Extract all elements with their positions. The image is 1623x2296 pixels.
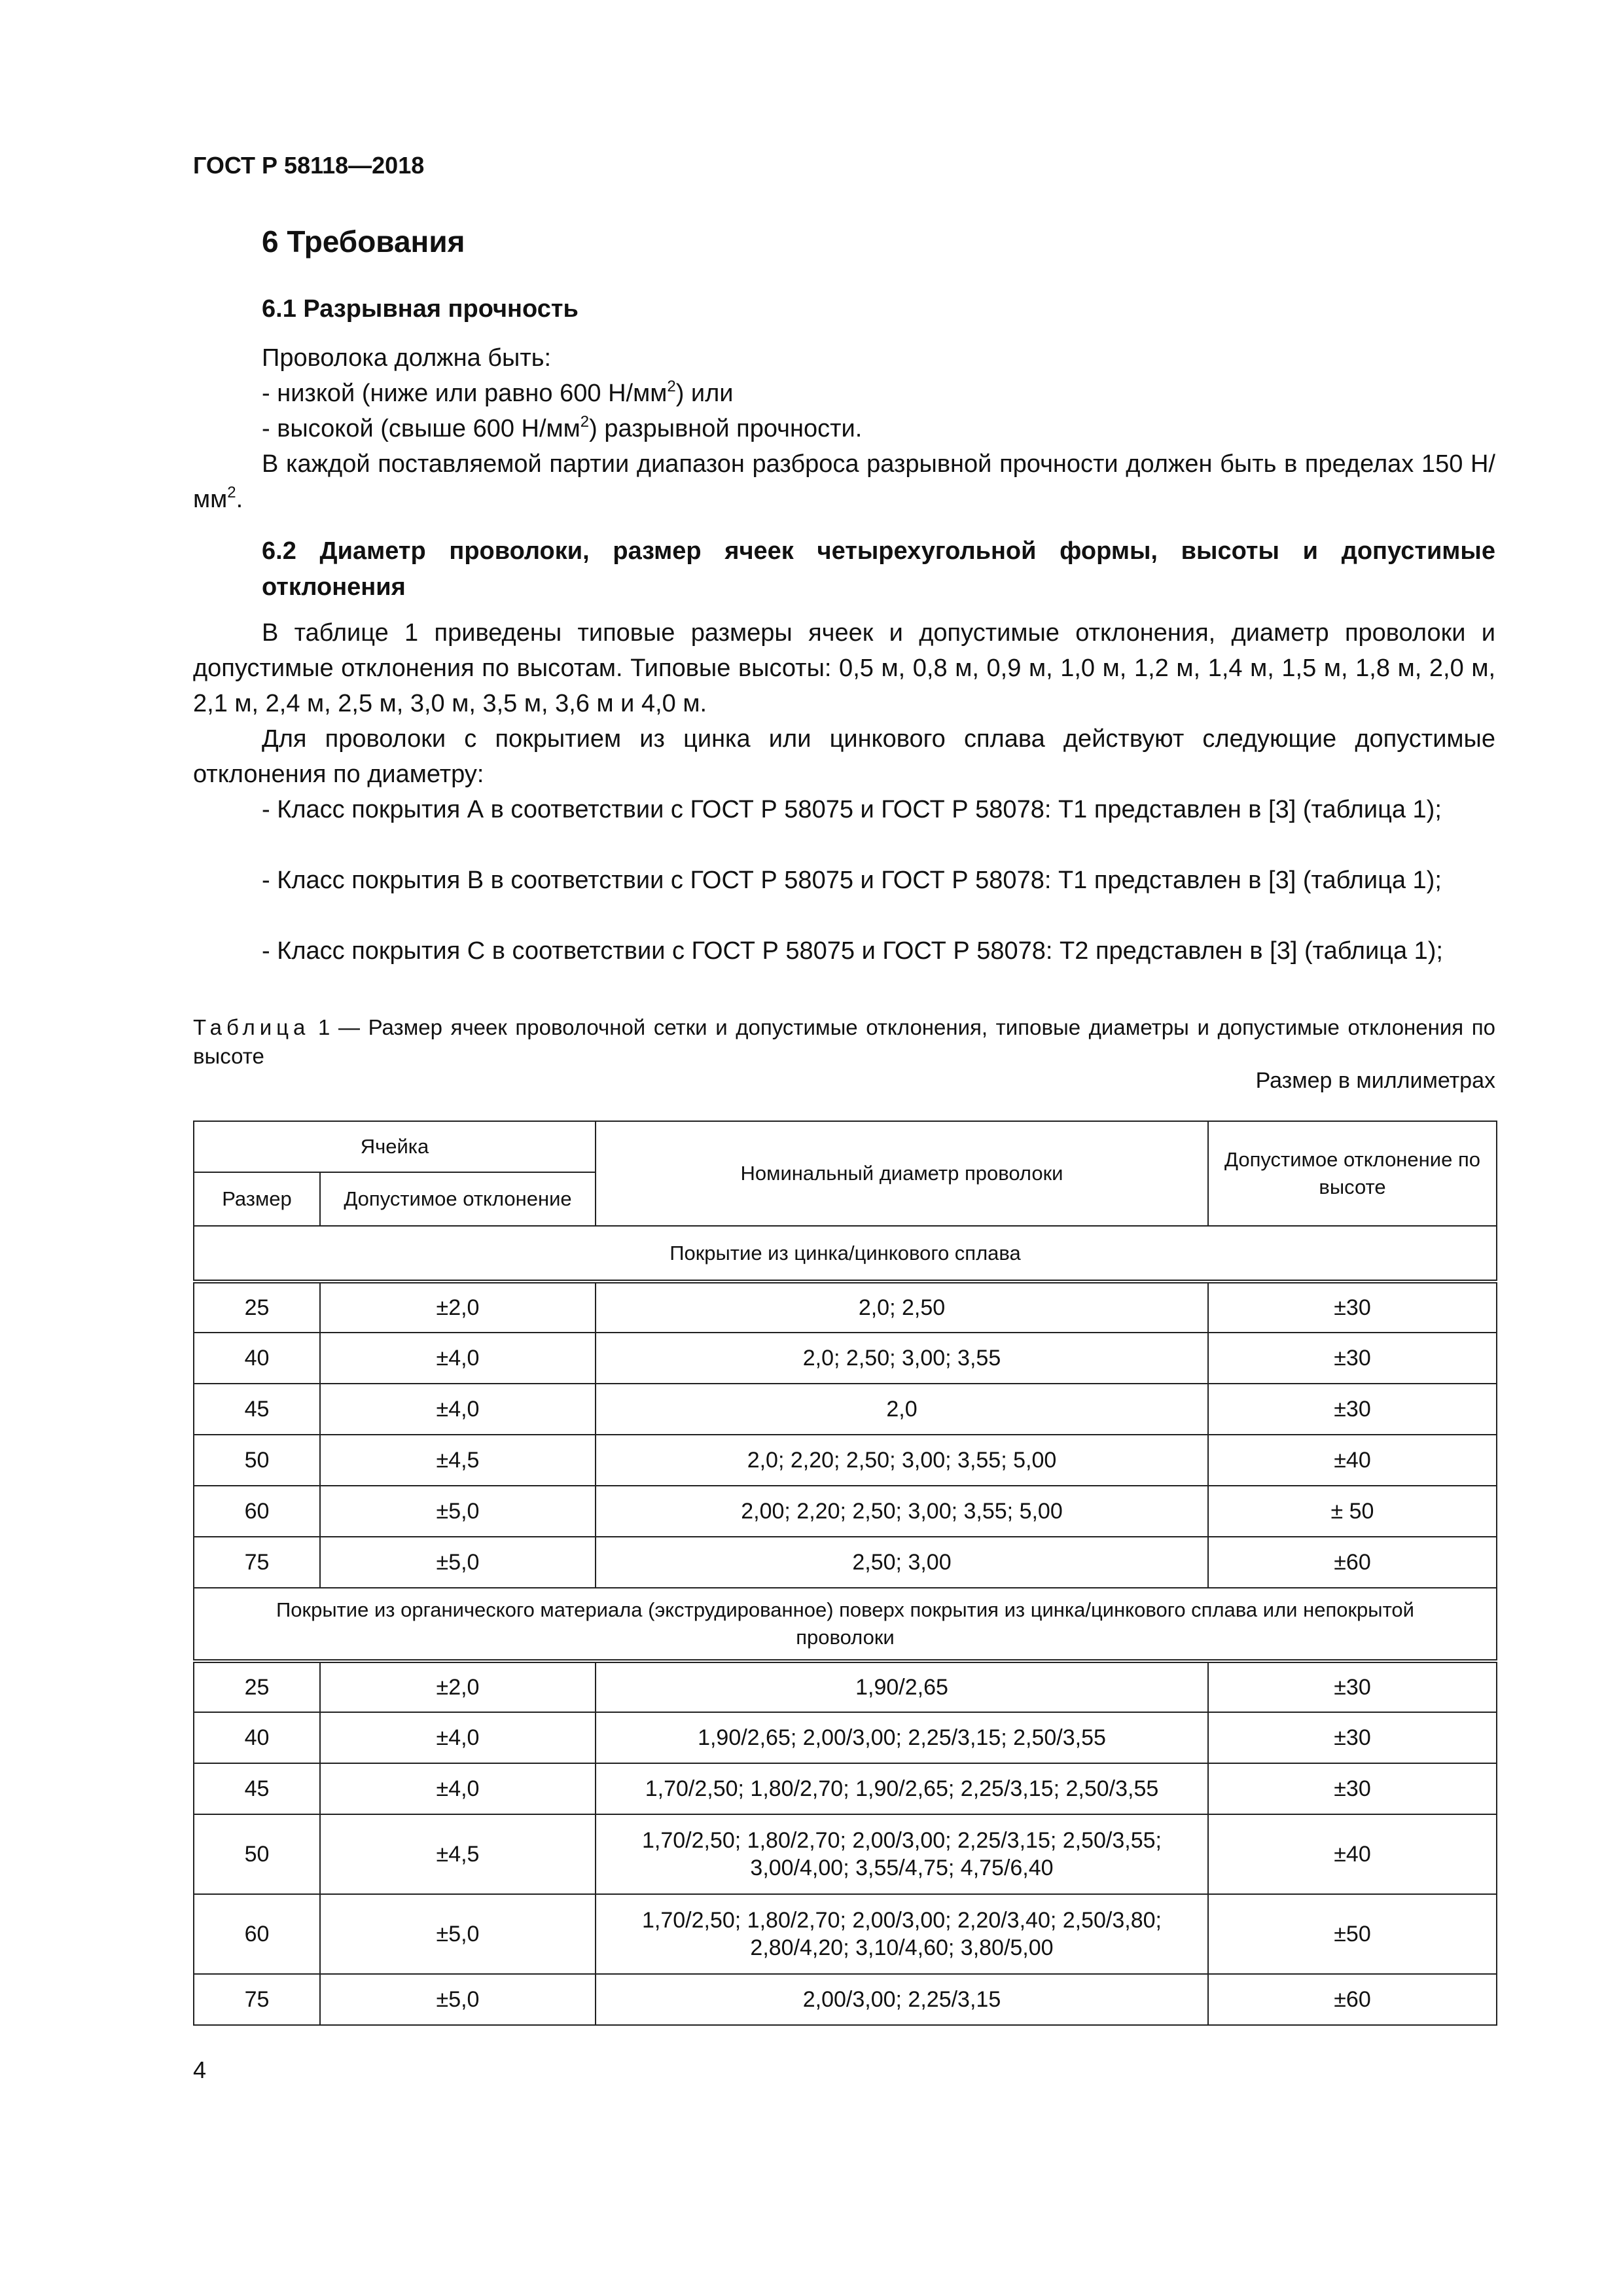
table-row bbox=[194, 1763, 1497, 1814]
cell-diameter: 2,0; 2,50 bbox=[596, 1282, 1208, 1333]
coating-class-b: - Класс покрытия В в соответствии с ГОСТ Р 58075 и ГОСТ Р 58078: Т1 представлен в [3] (таблица 1); bbox=[262, 867, 1442, 894]
coating-class-c: - Класс покрытия С в соответствии с ГОСТ Р 58075 и ГОСТ Р 58078: Т2 представлен в [3] (таблица 1); bbox=[262, 937, 1443, 965]
cell-height-tolerance: ±30 bbox=[1208, 1661, 1497, 1712]
cell-size: 25 bbox=[194, 1282, 320, 1333]
cell-tolerance: ±4,0 bbox=[320, 1763, 596, 1814]
cell-size: 45 bbox=[194, 1384, 320, 1435]
header-size: Размер bbox=[194, 1172, 320, 1226]
table-row bbox=[194, 1661, 1497, 1712]
table-row bbox=[194, 1435, 1497, 1486]
cell-diameter: 1,90/2,65 bbox=[596, 1661, 1208, 1712]
cell-tolerance: ±2,0 bbox=[320, 1282, 596, 1333]
cell-diameter: 2,50; 3,00 bbox=[596, 1537, 1208, 1588]
cell-diameter: 1,70/2,50; 1,80/2,70; 1,90/2,65; 2,25/3,15; 2,50/3,55 bbox=[596, 1763, 1208, 1814]
wire-item-high: - высокой (свыше 600 $Н/мм^2$) разрывной прочности. bbox=[262, 413, 863, 442]
cell-height-tolerance: ±60 bbox=[1208, 1537, 1497, 1588]
table-row bbox=[194, 1974, 1497, 2025]
table-row bbox=[194, 1894, 1497, 1974]
cell-tolerance: ±5,0 bbox=[320, 1486, 596, 1537]
cell-diameter: 2,0 bbox=[596, 1384, 1208, 1435]
cell-tolerance: ±5,0 bbox=[320, 1894, 596, 1974]
cell-tolerance: ±4,0 bbox=[320, 1712, 596, 1763]
wire-item-low: - низкой (ниже или равно 600 $Н/мм^2$) или bbox=[262, 378, 734, 407]
cell-diameter: 1,90/2,65; 2,00/3,00; 2,25/3,15; 2,50/3,55 bbox=[596, 1712, 1208, 1763]
table-row bbox=[194, 1282, 1497, 1333]
section-title: 6 Требования bbox=[262, 224, 465, 259]
section-zinc-coating: Покрытие из цинка/цинкового сплава bbox=[194, 1226, 1497, 1282]
table-row bbox=[194, 1486, 1497, 1537]
cell-size: 60 bbox=[194, 1486, 320, 1537]
cell-size: 40 bbox=[194, 1712, 320, 1763]
cell-tolerance: ±2,0 bbox=[320, 1661, 596, 1712]
table-row bbox=[194, 1712, 1497, 1763]
cell-height-tolerance: ±30 bbox=[1208, 1763, 1497, 1814]
cell-diameter: 2,0; 2,50; 3,00; 3,55 bbox=[596, 1333, 1208, 1384]
cell-tolerance: ±4,0 bbox=[320, 1333, 596, 1384]
cell-height-tolerance: ±30 bbox=[1208, 1712, 1497, 1763]
cell-height-tolerance: ±40 bbox=[1208, 1814, 1497, 1894]
header-height-tolerance: Допустимое отклонение по высоте bbox=[1208, 1121, 1497, 1226]
subsection-6-2-title: 6.2 Диаметр проволоки, размер ячеек четырехугольной формы, высоты и допустимые отклонения bbox=[262, 537, 1495, 601]
cell-height-tolerance: ±40 bbox=[1208, 1435, 1497, 1486]
cell-diameter: 2,00/3,00; 2,25/3,15 bbox=[596, 1974, 1208, 2025]
cell-tolerance: ±4,5 bbox=[320, 1435, 596, 1486]
zinc-coating-paragraph: Для проволоки с покрытием из цинка или цинкового сплава действуют следующие допустимые отклонения по диаметру: bbox=[193, 725, 1495, 788]
cell-diameter: 1,70/2,50; 1,80/2,70; 2,00/3,00; 2,25/3,15; 2,50/3,55; 3,00/4,00; 3,55/4,75; 4,75/6,40 bbox=[596, 1814, 1208, 1894]
cell-diameter: 2,0; 2,20; 2,50; 3,00; 3,55; 5,00 bbox=[596, 1435, 1208, 1486]
section-organic-coating: Покрытие из органического материала (экструдированное) поверх покрытия из цинка/цинкового сплава или непокрытой проволоки bbox=[194, 1588, 1497, 1661]
strength-range-paragraph: В каждой поставляемой партии диапазон разброса разрывной прочности должен быть в пределах 150 $Н/мм^2$. bbox=[193, 450, 1495, 513]
cell-size: 45 bbox=[194, 1763, 320, 1814]
cell-tolerance: ±5,0 bbox=[320, 1537, 596, 1588]
table-caption: Таблица 1 — Размер ячеек проволочной сетки и допустимые отклонения, типовые диаметры и допустимые отклонения по высоте bbox=[193, 1015, 1495, 1068]
document-header: ГОСТ Р 58118—2018 bbox=[193, 152, 425, 179]
cell-diameter: 1,70/2,50; 1,80/2,70; 2,00/3,00; 2,20/3,40; 2,50/3,80; 2,80/4,20; 3,10/4,60; 3,80/5,00 bbox=[596, 1894, 1208, 1974]
cell-size: 40 bbox=[194, 1333, 320, 1384]
header-diameter: Номинальный диаметр проволоки bbox=[596, 1121, 1208, 1226]
header-tolerance: Допустимое отклонение bbox=[320, 1172, 596, 1226]
cell-size: 25 bbox=[194, 1661, 320, 1712]
page-number: 4 bbox=[193, 2056, 207, 2083]
mesh-size-table bbox=[193, 1121, 1497, 2026]
cell-height-tolerance: ±50 bbox=[1208, 1894, 1497, 1974]
cell-diameter: 2,00; 2,20; 2,50; 3,00; 3,55; 5,00 bbox=[596, 1486, 1208, 1537]
cell-height-tolerance: ±30 bbox=[1208, 1282, 1497, 1333]
table-units: Размер в миллиметрах bbox=[1255, 1068, 1495, 1093]
cell-tolerance: ±4,0 bbox=[320, 1384, 596, 1435]
cell-tolerance: ±5,0 bbox=[320, 1974, 596, 2025]
cell-size: 75 bbox=[194, 1537, 320, 1588]
cell-height-tolerance: ±30 bbox=[1208, 1333, 1497, 1384]
coating-class-a: - Класс покрытия А в соответствии с ГОСТ Р 58075 и ГОСТ Р 58078: Т1 представлен в [3] (таблица 1); bbox=[262, 796, 1442, 823]
cell-size: 75 bbox=[194, 1974, 320, 2025]
cell-height-tolerance: ±60 bbox=[1208, 1974, 1497, 2025]
table-row bbox=[194, 1537, 1497, 1588]
subsection-6-1-title: 6.1 Разрывная прочность bbox=[262, 295, 579, 323]
table-row bbox=[194, 1814, 1497, 1894]
table-row bbox=[194, 1384, 1497, 1435]
cell-size: 50 bbox=[194, 1435, 320, 1486]
header-cell: Ячейка bbox=[194, 1121, 596, 1172]
wire-intro: Проволока должна быть: bbox=[262, 344, 552, 372]
table-row bbox=[194, 1333, 1497, 1384]
cell-height-tolerance: ± 50 bbox=[1208, 1486, 1497, 1537]
cell-size: 60 bbox=[194, 1894, 320, 1974]
typical-sizes-paragraph: В таблице 1 приведены типовые размеры ячеек и допустимые отклонения, диаметр проволоки и допустимые отклонения по высотам. Типовые высоты: 0,5 м, 0,8 м, 0,9 м, 1,0 м, 1,2 м, 1,4 м, 1,5 м, 1,8 м, 2,0 м, 2,1 м, 2,4 м, 2,5 м, 3,0 м, 3,5 м, 3,6 м и 4,0 м. bbox=[193, 619, 1495, 717]
cell-size: 50 bbox=[194, 1814, 320, 1894]
cell-tolerance: ±4,5 bbox=[320, 1814, 596, 1894]
cell-height-tolerance: ±30 bbox=[1208, 1384, 1497, 1435]
